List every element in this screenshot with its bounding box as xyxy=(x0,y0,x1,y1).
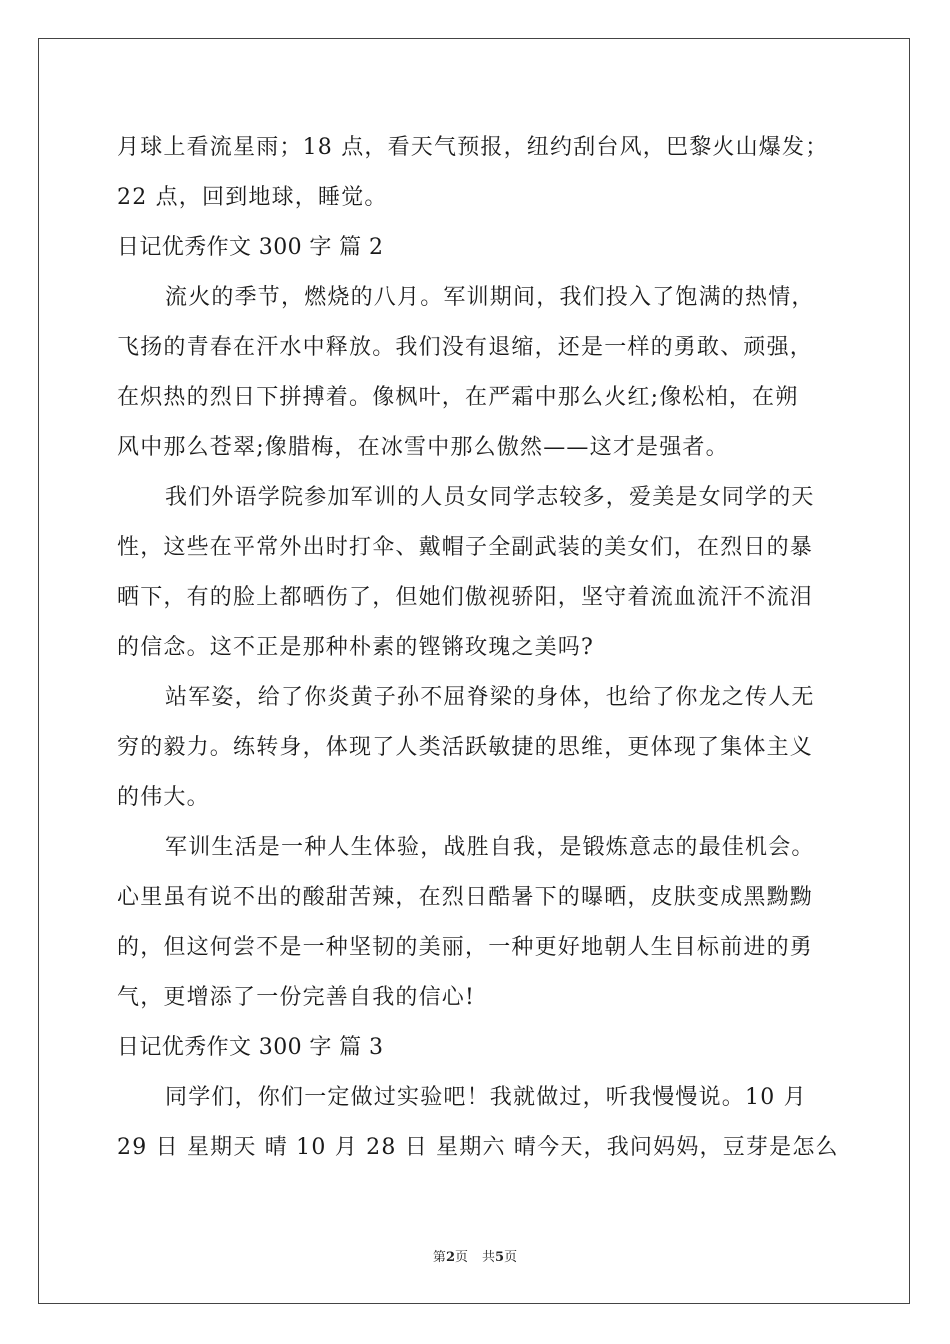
text-line: 的，但这何尝不是一种坚韧的美丽，一种更好地朝人生目标前进的勇 xyxy=(117,935,814,960)
text-line: 的信念。这不正是那种朴素的铿锵玫瑰之美吗? xyxy=(117,635,594,660)
document-body xyxy=(117,126,837,1176)
page-total-number: 5 xyxy=(495,1250,505,1265)
paragraph-first-line: 站军姿，给了你炎黄子孙不屈脊梁的身体，也给了你龙之传人无 xyxy=(165,685,815,710)
text-line: 22 点，回到地球，睡觉。 xyxy=(117,185,388,210)
text-line: 风中那么苍翠;像腊梅，在冰雪中那么傲然——这才是强者。 xyxy=(117,435,729,460)
section-heading: 日记优秀作文 300 字 篇 3 xyxy=(117,1035,384,1060)
text-line: 晒下，有的脸上都晒伤了，但她们傲视骄阳，坚守着流血流汗不流泪 xyxy=(117,585,814,610)
paragraph-first-line: 军训生活是一种人生体验，战胜自我，是锻炼意志的最佳机会。 xyxy=(165,835,815,860)
text-line: 气，更增添了一份完善自我的信心! xyxy=(117,985,476,1010)
text-line: 飞扬的青春在汗水中释放。我们没有退缩，还是一样的勇敢、顽强， xyxy=(117,335,814,360)
text-line: 心里虽有说不出的酸甜苦辣，在烈日酷暑下的曝晒，皮肤变成黑黝黝 xyxy=(117,885,814,910)
total-suffix: 页 xyxy=(504,1250,518,1265)
paragraph-first-line: 我们外语学院参加军训的人员女同学志较多，爱美是女同学的天 xyxy=(165,485,815,510)
paragraph-first-line: 流火的季节，燃烧的八月。军训期间，我们投入了饱满的热情， xyxy=(165,285,815,310)
text-line: 在炽热的烈日下拼搏着。像枫叶，在严霜中那么火红;像松柏，在朔 xyxy=(117,385,799,410)
page-prefix: 第 xyxy=(432,1250,446,1265)
page-current-number: 2 xyxy=(445,1250,455,1265)
text-line: 穷的毅力。练转身，体现了人类活跃敏捷的思维，更体现了集体主义 xyxy=(117,735,814,760)
section-heading: 日记优秀作文 300 字 篇 2 xyxy=(117,235,384,260)
text-line: 月球上看流星雨；18 点，看天气预报，纽约刮台风，巴黎火山爆发； xyxy=(117,135,829,160)
page-suffix: 页 xyxy=(454,1250,468,1265)
text-line: 性，这些在平常外出时打伞、戴帽子全副武装的美女们，在烈日的暴 xyxy=(117,535,814,560)
paragraph-first-line: 同学们，你们一定做过实验吧！我就做过，听我慢慢说。10 月 xyxy=(165,1085,807,1110)
text-line: 的伟大。 xyxy=(117,785,210,810)
total-prefix: 共 xyxy=(482,1250,496,1265)
text-line: 29 日 星期天 晴 10 月 28 日 星期六 晴今天，我问妈妈，豆芽是怎么 xyxy=(117,1135,839,1160)
page-footer xyxy=(0,1246,950,1265)
